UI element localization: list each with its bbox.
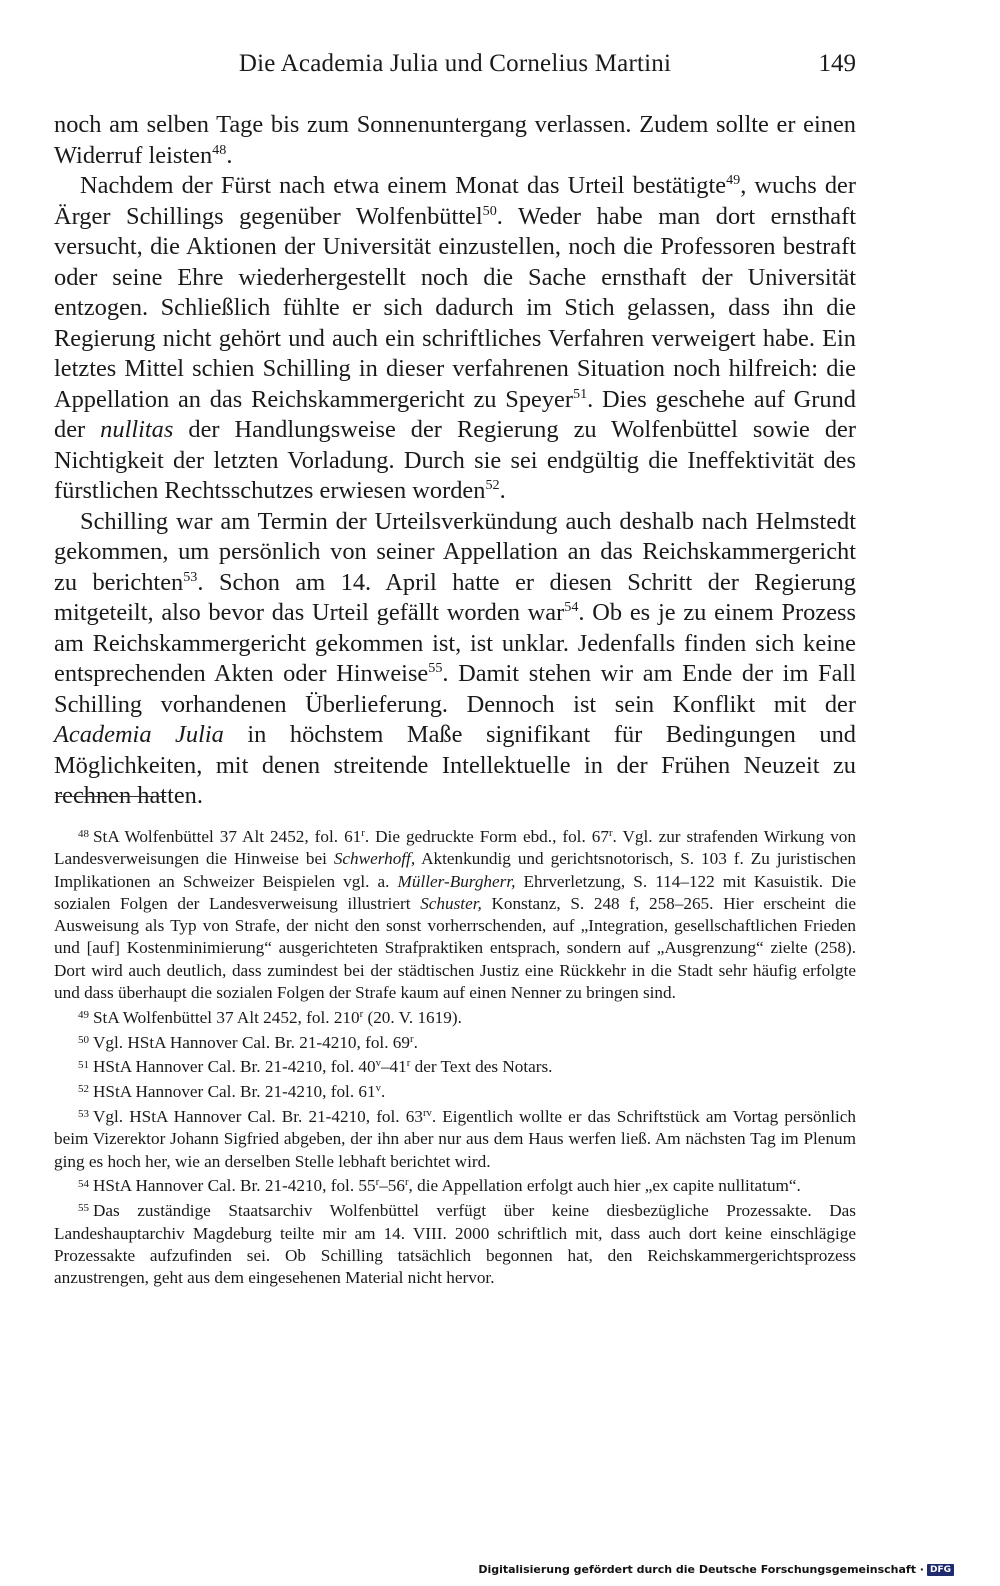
text-run: –41 — [380, 1057, 407, 1077]
footnote-ref[interactable]: 53 — [183, 568, 198, 585]
text-run: in höchstem Maße signifikant für Bedingungen und Möglichkeiten, mit denen streitende Intellektuelle in der Frühen Neuzeit zu rechnen hatten. — [54, 721, 856, 809]
footnotes — [54, 826, 856, 1292]
footnote-separator — [56, 796, 166, 797]
footnote-53 — [54, 1106, 856, 1173]
footnote-number: 50 — [78, 1033, 89, 1046]
footnote-number: 51 — [78, 1058, 89, 1071]
footnote-number: 55 — [78, 1202, 89, 1215]
author-name: Schuster, — [420, 893, 482, 913]
paragraph-2 — [54, 171, 856, 507]
footnote-55 — [54, 1200, 856, 1289]
text-run: . Damit stehen wir am Ende der im Fall Schilling vorhandenen Überlieferung. Dennoch ist sein Konflikt mit der — [54, 660, 856, 718]
footnote-ref[interactable]: 50 — [482, 202, 497, 219]
text-run: Nachdem der Fürst nach etwa einem Monat das Urteil bestätigte — [80, 172, 727, 199]
italic-term: nullitas — [100, 416, 174, 443]
text-run: Aktenkundig und gerichtsnotorisch, S. 103 f. Zu juristischen Implikationen an Schweizer Beispielen vgl. a. — [54, 849, 856, 891]
folio-mark: r — [359, 1009, 364, 1021]
text-run: . Die gedruckte Form ebd., fol. 67 — [364, 827, 609, 846]
footnote-49 — [54, 1007, 856, 1029]
author-name: Schwerhoff, — [333, 849, 416, 869]
text-run: HStA Hannover Cal. Br. 21-4210, fol. 40 — [93, 1057, 376, 1077]
folio-mark: r — [361, 828, 365, 840]
text-run: HStA Hannover Cal. Br. 21-4210, fol. 55 — [93, 1176, 376, 1196]
folio-mark: v — [375, 1083, 381, 1095]
text-run: der Handlungsweise der Regierung zu Wolfenbüttel sowie der Nichtigkeit der letzten Vorladung. Durch sie sei endgültig die Ineffektivität des fürstlichen Rechtsschutzes erwiesen worden — [54, 416, 856, 504]
footnote-51 — [54, 1056, 856, 1078]
text-run: (20. V. 1619). — [363, 1007, 462, 1027]
text-run: , die Appellation erfolgt auch hier „ex capite nullitatum“. — [408, 1176, 801, 1196]
body-text — [54, 110, 856, 812]
footnote-number: 53 — [78, 1108, 89, 1121]
footnote-48 — [54, 826, 856, 1004]
text-run: . Schon am 14. April hatte er diesen Schritt der Regierung mitgeteilt, also bevor das Urteil gefällt worden war — [54, 568, 856, 626]
text-run: Vgl. HStA Hannover Cal. Br. 21-4210, fol. 63 — [93, 1107, 423, 1127]
folio-mark: v — [375, 1058, 381, 1070]
text-run: Konstanz, S. 248 f, 258–265. Hier erscheint die Ausweisung als Typ von Strafe, der nicht den sonst vorherrschenden, auf „Integration, gesellschaftlichen Frieden und [auf] Kostenminimierung“ ausgerichteten Strafpraktiken entsprach, sondern auf „Ausgrenzung“ zielte (258). Dort wird auch deutlich, dass zumindest bei der städtischen Justiz eine Rückkehr in die Stadt sehr häufig erfolgte und dass überhaupt die sozialen Folgen der Strafe kaum auf einen Nenner zu bringen sind. — [54, 893, 856, 1003]
footnote-ref[interactable]: 51 — [573, 385, 588, 402]
folio-mark: r — [410, 1033, 414, 1045]
footnote-number: 49 — [78, 1008, 89, 1021]
footnote-50 — [54, 1032, 856, 1054]
text-run: . Eigentlich wollte er das Schriftstück am Vortag persönlich beim Vizerektor Johann Sigfried abgeben, der ihn aber nur aus dem Haus werfen ließ. Am nächsten Tag im Plenum ging es hoch her, wie an derselben Stelle lebhaft berichtet wird. — [54, 1107, 856, 1171]
folio-mark: r — [404, 1177, 409, 1189]
digitization-credit — [478, 1563, 954, 1576]
folio-mark: r — [375, 1177, 380, 1189]
footnote-ref[interactable]: 55 — [428, 660, 443, 677]
text-run: Ehrverletzung, S. 114–122 mit Kasuistik. Die sozialen Folgen der Landesverweisung illustriert — [54, 871, 856, 913]
text-run: Vgl. HStA Hannover Cal. Br. 21-4210, fol. 69 — [93, 1032, 410, 1052]
folio-mark: rv — [422, 1108, 432, 1120]
text-run: . Dies geschehe auf Grund der — [54, 385, 857, 443]
folio-mark: r — [406, 1058, 411, 1070]
text-run: –56 — [379, 1176, 405, 1196]
text-run: . — [413, 1032, 418, 1052]
text-run: , wuchs der Ärger Schillings gegenüber Wolfenbüttel — [54, 172, 857, 230]
footnote-54 — [54, 1175, 856, 1197]
text-run: Das zuständige Staatsarchiv Wolfenbüttel verfügt über keine diesbezügliche Prozessakte. Das Landeshauptarchiv Magdeburg teilte mir am 14. VIII. 2000 schriftlich mit, dass auch dort keine einschlägige Prozessakte aufzufinden sei. Ob Schilling tatsächlich begonnen hat, den Reichskammergerichtsprozess anzustrengen, geht aus dem eingesehenen Material nicht hervor. — [54, 1201, 856, 1288]
footnote-ref[interactable]: 54 — [564, 599, 579, 616]
running-title: Die Academia Julia und Cornelius Martini — [238, 50, 672, 77]
text-run: . — [226, 141, 233, 169]
running-head — [54, 50, 856, 86]
text-run: HStA Hannover Cal. Br. 21-4210, fol. 61 — [93, 1082, 376, 1102]
footnote-number: 54 — [78, 1177, 89, 1190]
footnote-number: 48 — [78, 828, 89, 841]
text-run: Schilling war am Termin der Urteilsverkündung auch deshalb nach Helmstedt gekommen, um persönlich von seiner Appellation an das Reichskammergericht zu berichten — [54, 507, 856, 596]
text-run: der Text des Notars. — [410, 1057, 553, 1077]
text-run: . Weder habe man dort ernsthaft versucht, die Aktionen der Universität einzustellen, noch die Professoren bestraft oder seine Ehre wiederhergestellt noch die Sache ernsthaft der Universität entzogen. Schließlich fühlte er sich dadurch im Stich gelassen, dass ihn die Regierung nicht gehört und auch ein schriftliches Verfahren verweigert habe. Ein letztes Mittel schien Schilling in dieser verfahrenen Situation noch hilfreich: die Appellation an das Reichskammergericht zu Speyer — [54, 202, 857, 413]
text-run: . Ob es je zu einem Prozess am Reichskammergericht gekommen ist, ist unklar. Jedenfalls finden sich keine entsprechenden Akten oder Hinweise — [54, 599, 857, 687]
page-number: 149 — [818, 50, 856, 77]
text-run: noch am selben Tage bis zum Sonnenuntergang verlassen. Zudem sollte er einen Widerruf leisten — [54, 111, 856, 169]
paragraph-3 — [54, 507, 856, 812]
credit-text: Digitalisierung gefördert durch die Deutsche Forschungsgemeinschaft · — [478, 1563, 924, 1576]
italic-term: Academia Julia — [54, 721, 224, 748]
dfg-logo-icon: DFG — [927, 1564, 954, 1576]
author-name: Müller-Burgherr, — [397, 871, 516, 891]
text-run: . — [380, 1082, 386, 1102]
footnote-52 — [54, 1081, 856, 1103]
folio-mark: r — [608, 828, 613, 840]
footnote-ref[interactable]: 49 — [726, 172, 741, 189]
text-run: StA Wolfenbüttel 37 Alt 2452, fol. 61 — [93, 827, 362, 846]
footnote-number: 52 — [78, 1083, 89, 1096]
footnote-ref[interactable]: 52 — [485, 477, 500, 494]
paragraph-1 — [54, 110, 856, 171]
text-run: StA Wolfenbüttel 37 Alt 2452, fol. 210 — [93, 1007, 360, 1027]
footnote-ref[interactable]: 48 — [212, 141, 227, 158]
text-run: . Vgl. zur strafenden Wirkung von Landesverweisungen die Hinweise bei — [54, 827, 856, 869]
text-run: . — [499, 477, 506, 504]
